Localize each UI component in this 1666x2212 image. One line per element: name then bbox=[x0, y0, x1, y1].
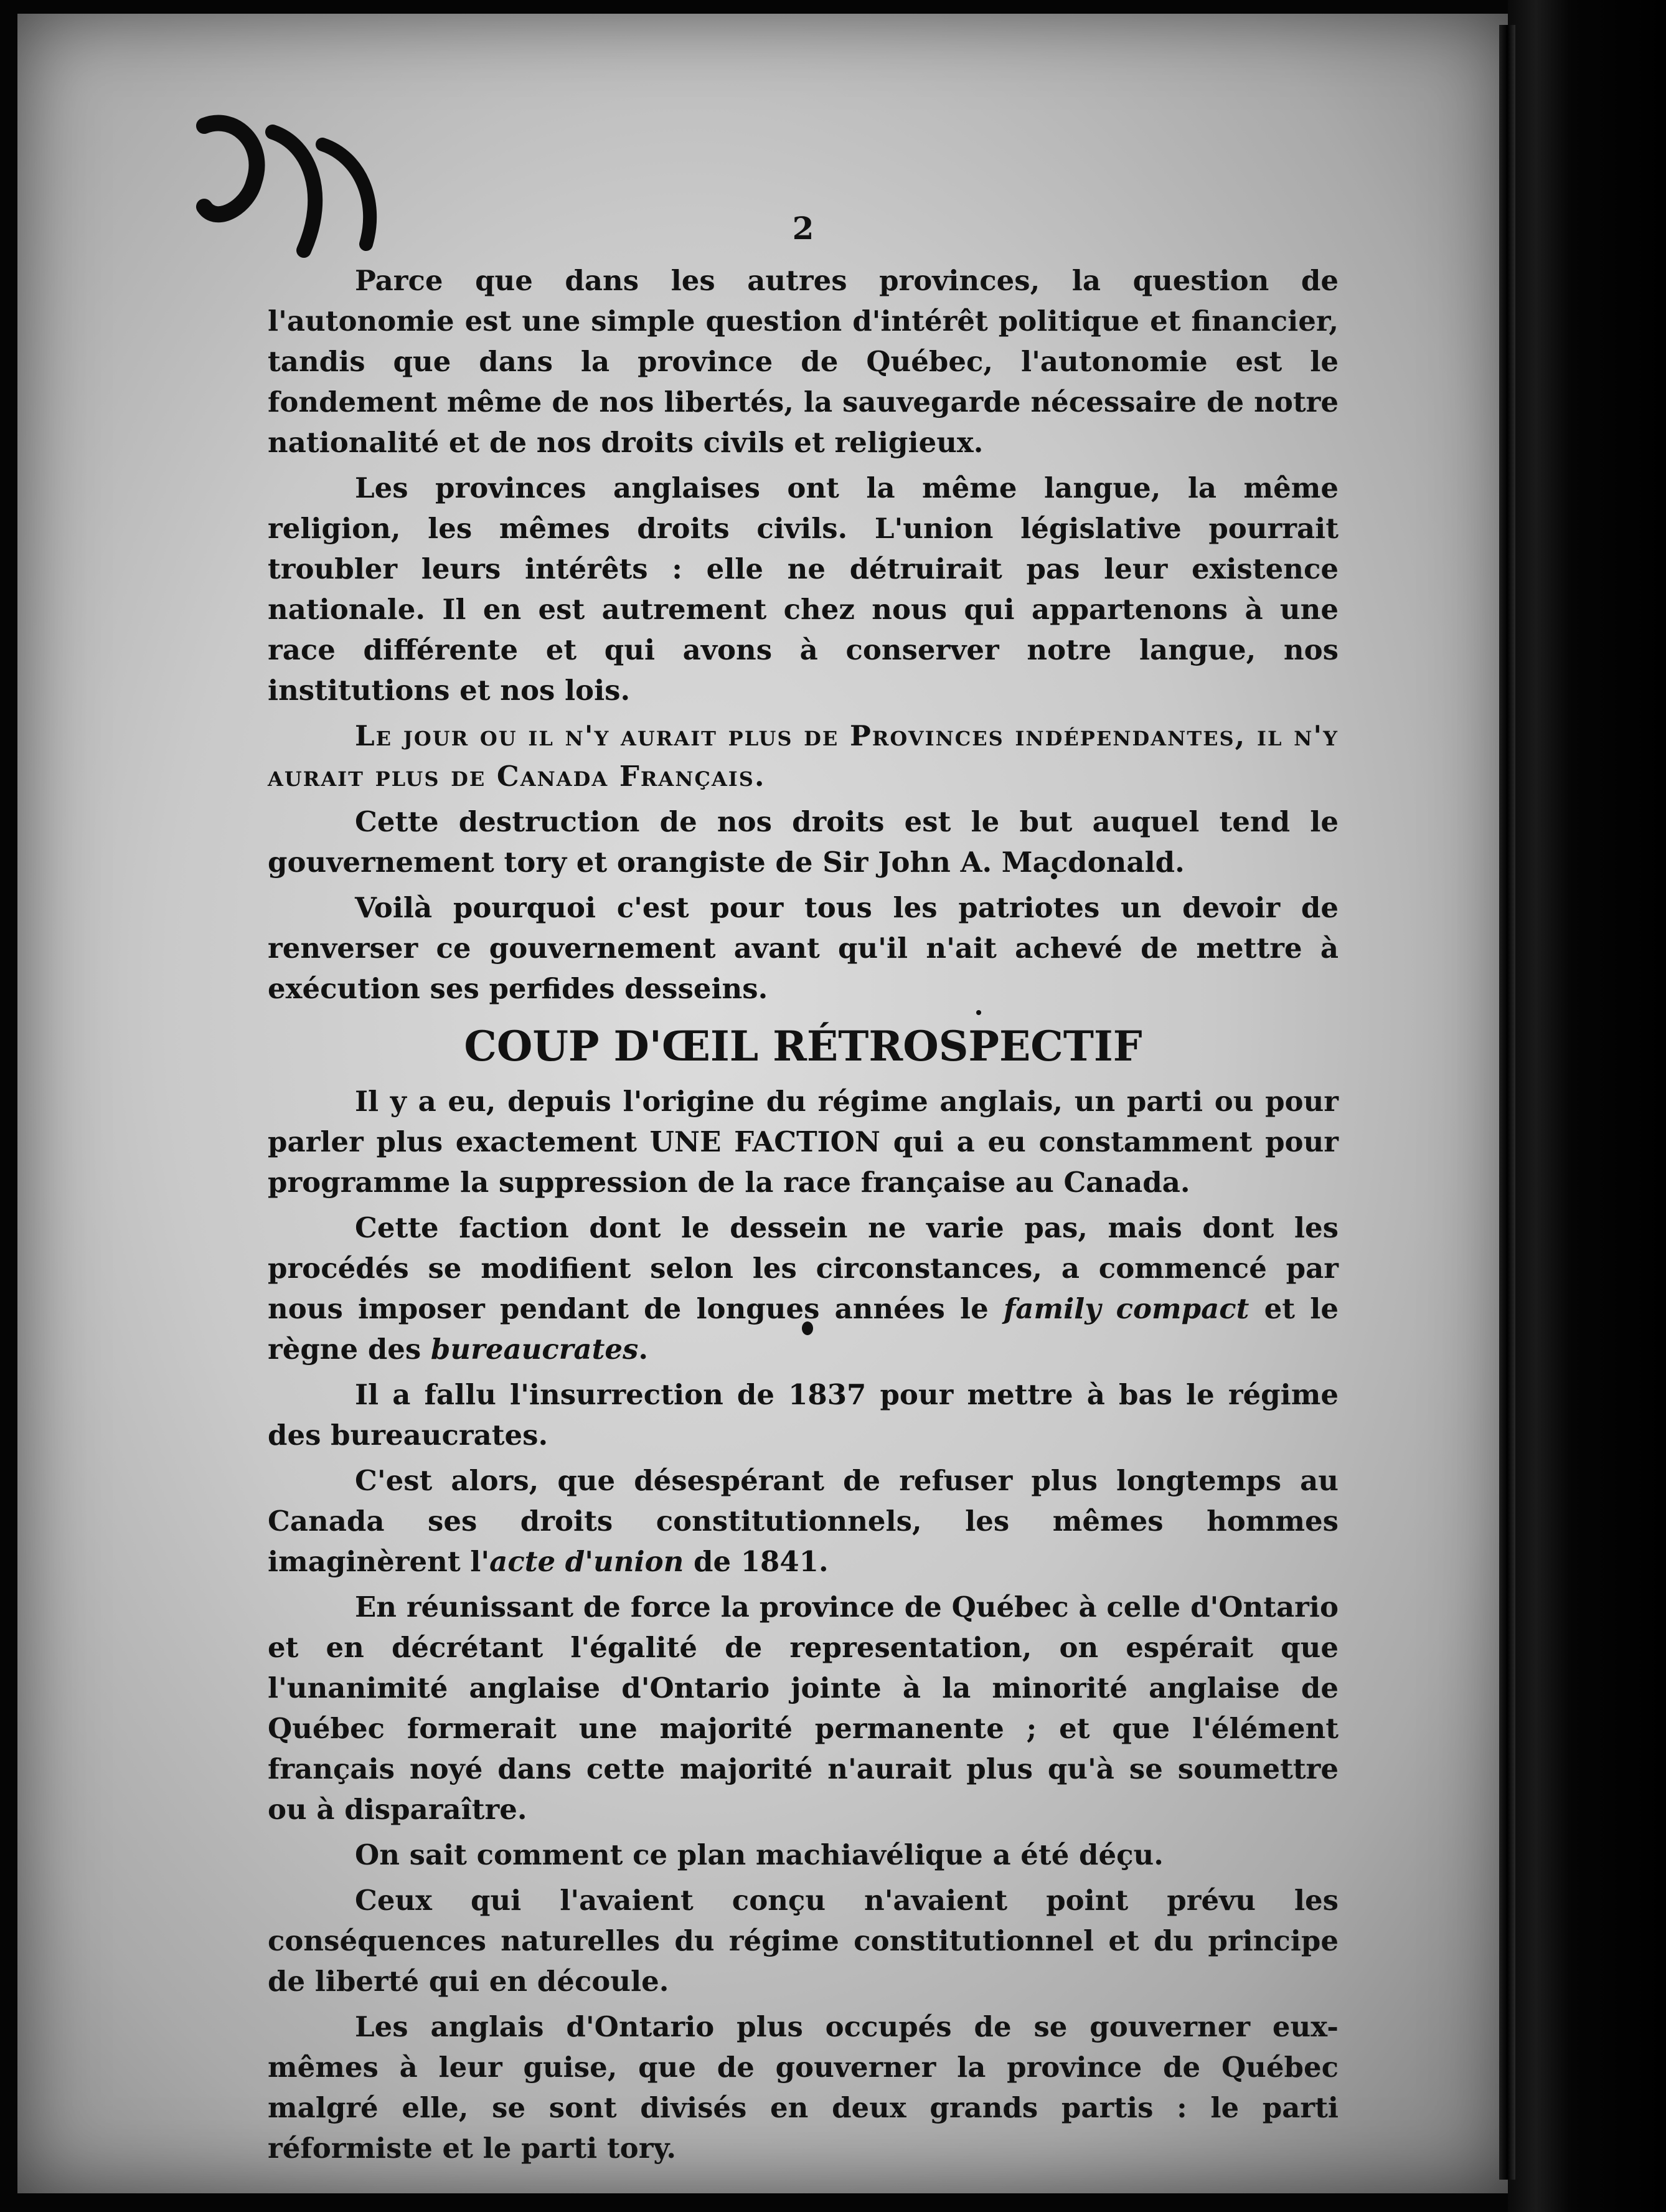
faction-text-before: Cette faction dont le dessein ne varie pas, mais dont les procédés se modifient selon les circonstances, a commencé par nous imposer pendant de longues années le bbox=[268, 1211, 1339, 1325]
document-text bbox=[268, 194, 1339, 2173]
bureaucrates-italic: bureaucrates bbox=[430, 1333, 639, 1366]
paragraph-destruction-droits: Cette destruction de nos droits est le but auquel tend le gouvernement tory et orangiste de Sir John A. Macdonald. bbox=[268, 805, 1339, 879]
page-fold-edge bbox=[1499, 25, 1515, 2180]
faction-text-middle: et le règne des bbox=[268, 1292, 1339, 1366]
paragraph-insurrection-1837: Il a fallu l'insurrection de 1837 pour mettre à bas le régime des bureaucrates. bbox=[268, 1378, 1339, 1452]
paragraph-provinces-independantes: Le jour ou il n'y aurait plus de Provinces indépendantes, il n'y aurait plus de Canada Français. bbox=[268, 719, 1339, 793]
paragraph-voila-pourquoi: Voilà pourquoi c'est pour tous les patriotes un devoir de renverser ce gouvernement avant qu'il n'ait achevé de mettre à exécution ses perfides desseins. bbox=[268, 891, 1339, 1005]
scan-dark-border bbox=[1508, 0, 1666, 2212]
paragraph-acte-union bbox=[268, 1460, 1339, 1582]
paragraph-anglais-ontario: Les anglais d'Ontario plus occupés de se gouverner eux-mêmes à leur guise, que de gouverner la province de Québec malgré elle, se sont divisés en deux grands partis : le parti réformiste et le parti tory. bbox=[268, 2010, 1339, 2165]
acte-union-italic: acte d'union bbox=[489, 1545, 684, 1578]
union-text-after: de 1841. bbox=[684, 1545, 829, 1578]
family-compact-italic: family compact bbox=[1003, 1292, 1250, 1325]
paragraph-autonomie: Parce que dans les autres provinces, la question de l'autonomie est une simple question d'intérêt politique et financier, tandis que dans la province de Québec, l'autonomie est le fondement même de nos libertés, la sauvegarde nécessaire de notre nationalité et de nos droits civils et religieux. bbox=[268, 264, 1339, 459]
paragraph-reunissant-force: En réunissant de force la province de Québec à celle d'Ontario et en décrétant l'égalité de representation, on espérait que l'unanimité anglaise d'Ontario jointe à la minorité anglaise de Québec formerait une majorité permanente ; et que l'élément français noyé dans cette majorité n'aurait plus qu'à se soumettre ou à disparaître. bbox=[268, 1590, 1339, 1826]
scanned-page bbox=[17, 14, 1512, 2193]
page-number: 2 bbox=[792, 210, 814, 247]
paragraph-faction-origine: Il y a eu, depuis l'origine du régime anglais, un parti ou pour parler plus exactement UNE FACTION qui a eu constamment pour programme la suppression de la race française au Canada. bbox=[268, 1085, 1339, 1199]
faction-text-after: . bbox=[638, 1333, 649, 1366]
paragraph-plan-machiavelique: On sait comment ce plan machiavélique a été déçu. bbox=[355, 1838, 1164, 1871]
section-heading: COUP D'ŒIL RÉTROSPECTIF bbox=[464, 1022, 1142, 1071]
paragraph-consequences: Ceux qui l'avaient conçu n'avaient point prévu les conséquences naturelles du régime constitutionnel et du principe de liberté qui en découle. bbox=[268, 1884, 1339, 1998]
paragraph-provinces-anglaises: Les provinces anglaises ont la même langue, la même religion, les mêmes droits civils. L'union législative pourrait troubler leurs intérêts : elle ne détruirait pas leur existence nationale. Il en est autrement chez nous qui appartenons à une race différente et qui avons à conserver notre langue, nos institutions et nos lois. bbox=[268, 471, 1339, 707]
union-text-before: C'est alors, que désespérant de refuser plus longtemps au Canada ses droits constitutionnels, les mêmes hommes imaginèrent l' bbox=[268, 1464, 1339, 1578]
paragraph-faction-procedes bbox=[268, 1208, 1339, 1369]
